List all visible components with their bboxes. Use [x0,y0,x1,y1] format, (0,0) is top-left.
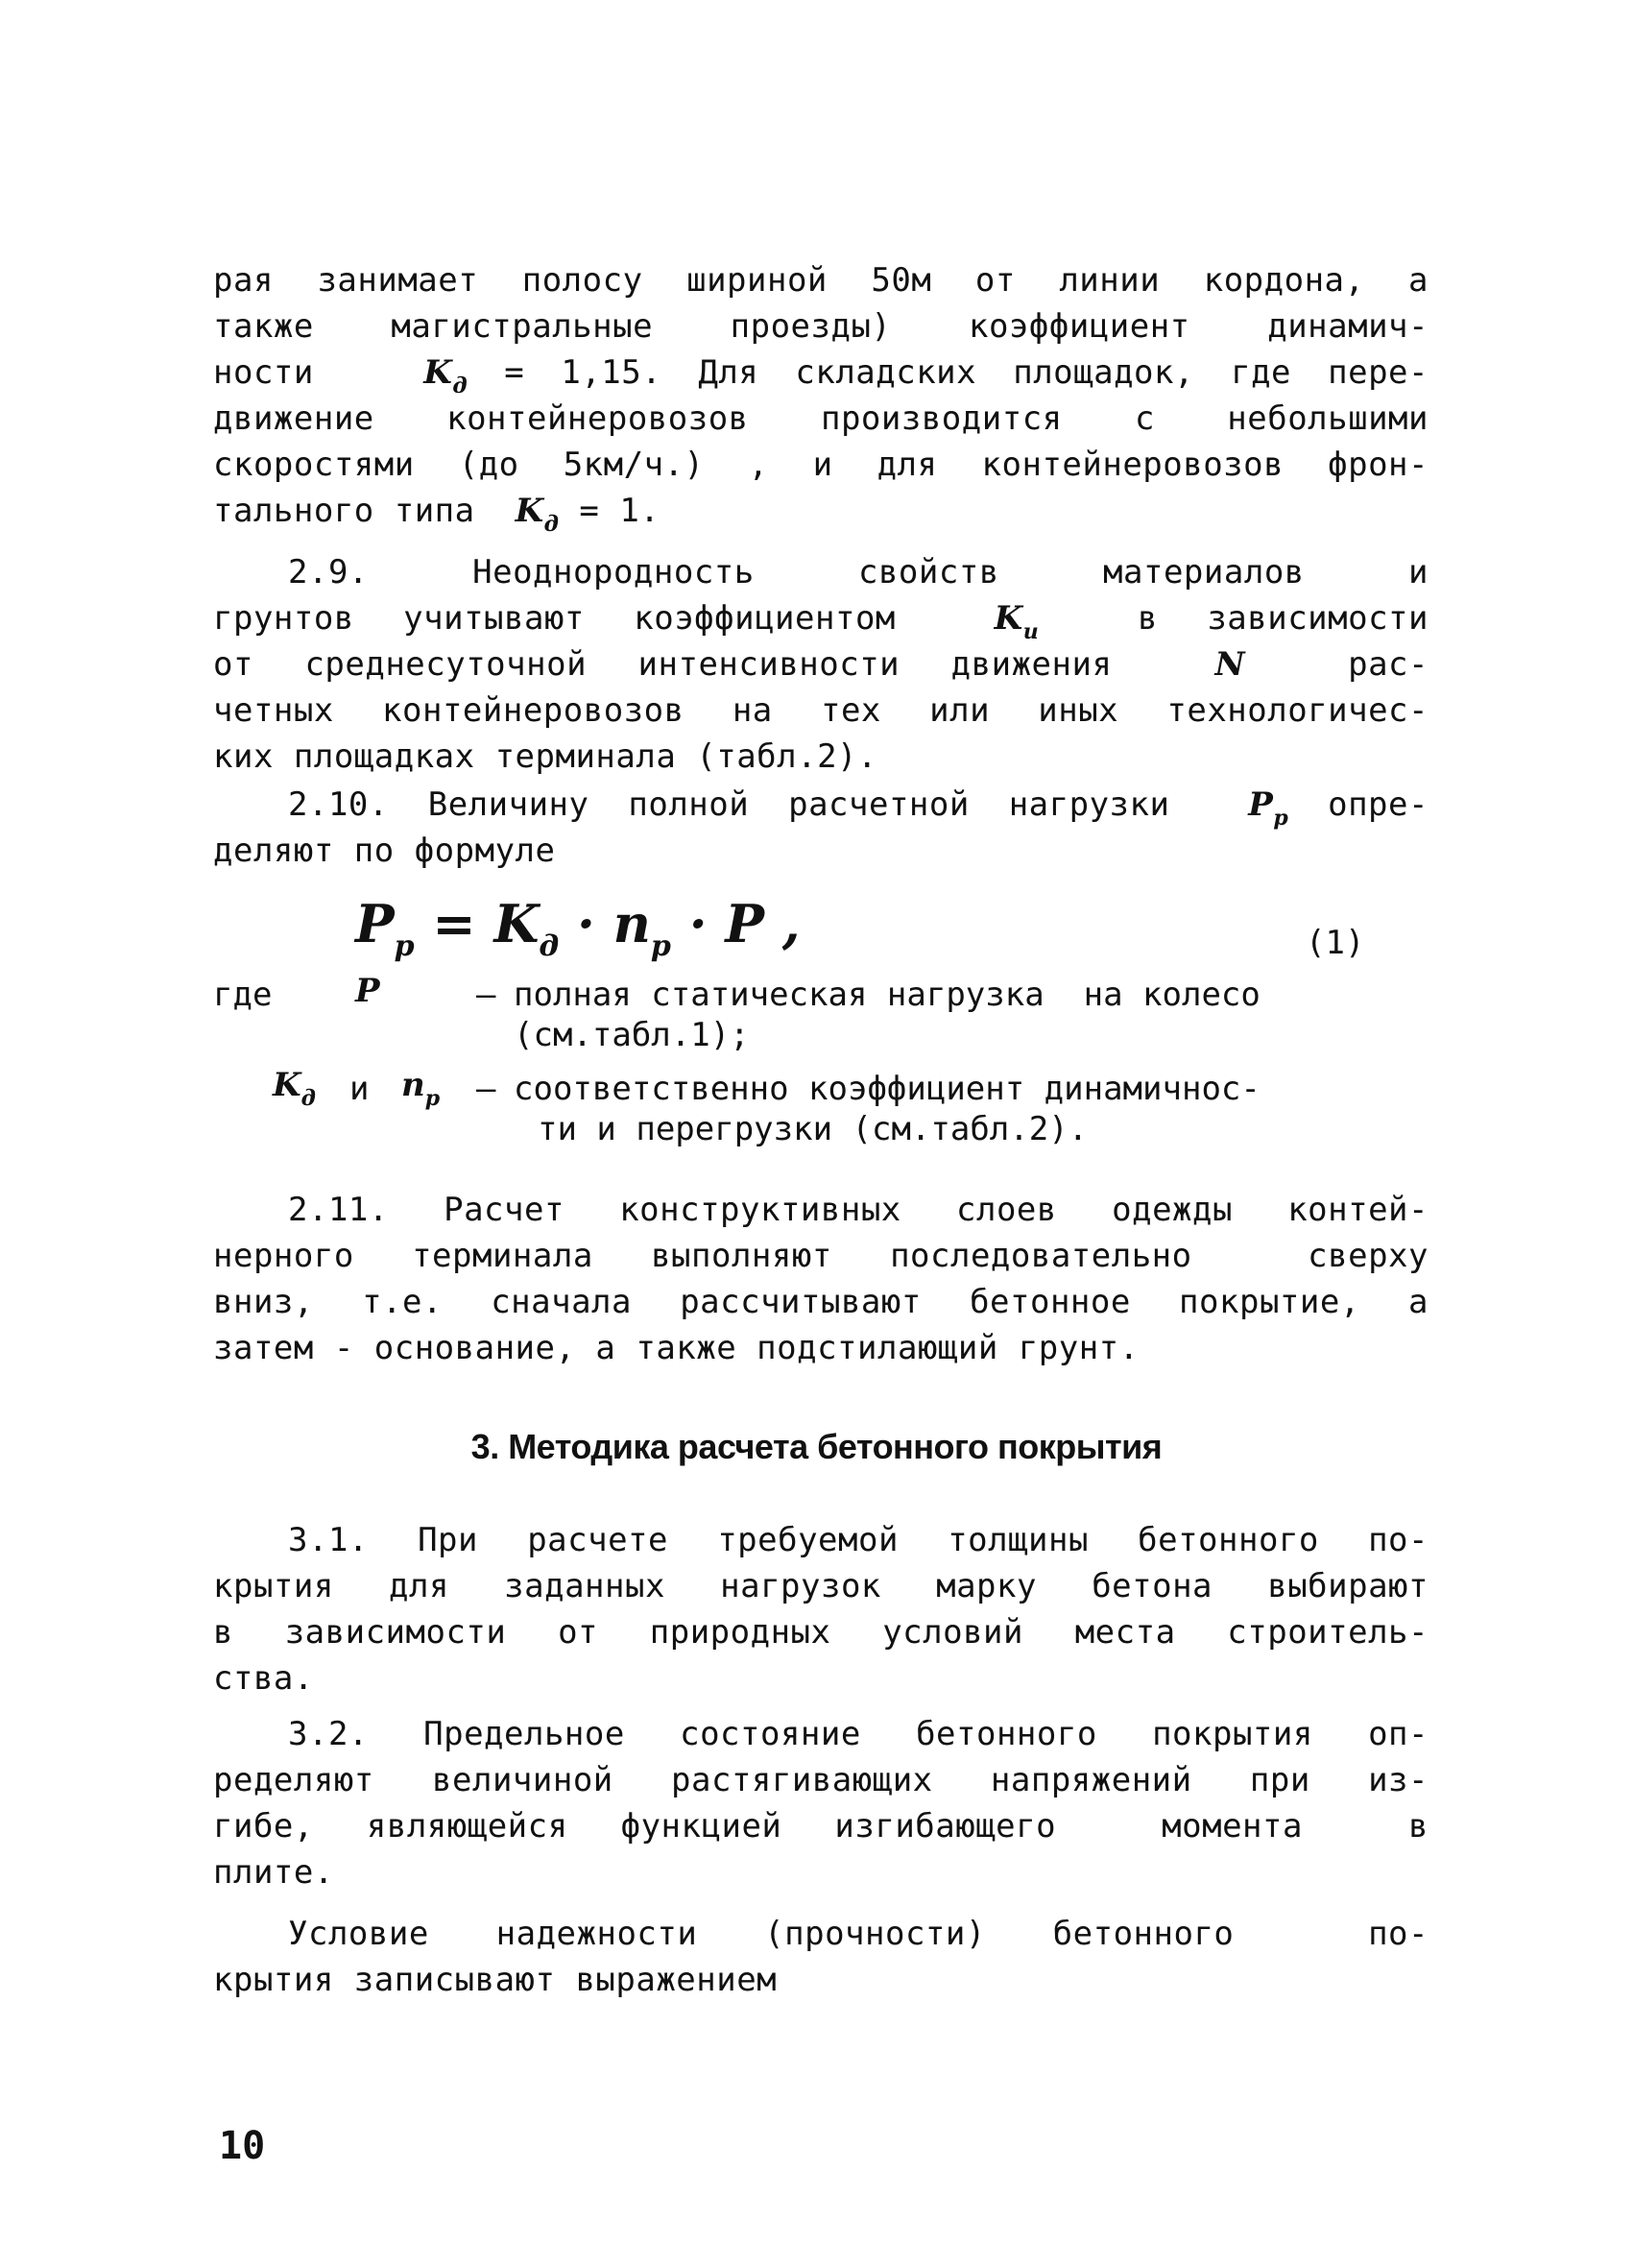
where-p-description-1: полная статическая нагрузка на колесо [514,976,1261,1014]
page-number: 10 [219,2124,266,2168]
para-2-9-line-3: от среднесуточной интенсивности движения N рас- [213,645,1429,684]
para-3-1-line-1: 3.1. При расчете требуемой толщины бетонного по- [288,1521,1429,1559]
section-heading: 3. Методика расчета бетонного покрытия [470,1427,1163,1466]
para-2-11-line-3: вниз, т.е. сначала рассчитывают бетонное покрытие, а [213,1283,1429,1321]
where-label: где [213,976,273,1014]
para-2-9-line-1: 2.9. Неоднородность свойств материалов и [288,553,1429,591]
para-3-1-line-2: крытия для заданных нагрузок марку бетона выбирают [213,1567,1429,1605]
where-kn-description-1: соответственно коэффициент динамичнос- [514,1070,1261,1108]
para-2-8-line-6: тального типа $K_д = 1$. [213,492,660,537]
para-3-2-line-1: 3.2. Предельное состояние бетонного покрытия оп- [288,1715,1429,1753]
para-3-2-line-4: плите. [213,1853,334,1892]
para-2-8-line-3: ности $K_д = 1,15$. Для складских площадок, где пере- [213,353,1429,398]
para-2-10-line-2: деляют по формуле [213,832,556,870]
where-dash-2: – [476,1070,496,1108]
where-dash-1: – [476,976,496,1014]
variable-pp: $P_р$ [1248,785,1289,831]
variable-kd: $K_д$ [423,353,468,398]
where-variable-p: P [355,972,380,1010]
para-2-8-line-4: движение контейнеровозов производится с небольшими [213,399,1429,438]
para-condition-line-2: крытия записывают выражением [213,1961,778,1999]
para-2-8-line-1: рая занимает полосу шириной 50м от линии кордона, а [213,261,1429,300]
para-3-2-line-3: гибе, являющейся функцией изгибающего момента в [213,1807,1429,1846]
variable-ki: $K_и$ [994,599,1040,644]
para-2-8-line-5: скоростями (до 5км/ч.) , и для контейнеровозов фрон- [213,446,1429,484]
where-p-description-2: (см.табл.1); [514,1016,750,1054]
variable-kd: $K_д$ [515,492,560,537]
para-condition-line-1: Условие надежности (прочности) бетонного по- [288,1915,1429,1953]
equation-number: (1) [1306,924,1365,962]
variable-n: N [1214,645,1246,684]
where-and: и [349,1070,370,1108]
para-3-1-line-3: в зависимости от природных условий места строитель- [213,1613,1429,1652]
para-2-10-line-1: 2.10. Величину полной расчетной нагрузки $P_р$ опре- [288,785,1429,831]
para-2-11-line-1: 2.11. Расчет конструктивных слоев одежды контей- [288,1191,1429,1229]
para-2-9-line-2: грунтов учитывают коэффициентом $K_и$ в зависимости [213,599,1429,644]
para-3-2-line-2: ределяют величиной растягивающих напряжений при из- [213,1761,1429,1799]
where-kn-description-2: ти и перегрузки (см.табл.2). [538,1110,1089,1148]
formula-1: $P_р = K_д \cdot n_р \cdot P$ , [355,893,801,963]
para-2-8-line-2: также магистральные проезды) коэффициент динамич- [213,307,1429,346]
para-2-9-line-4: четных контейнеровозов на тех или иных технологичес- [213,691,1429,730]
para-2-11-line-4: затем - основание, а также подстилающий грунт. [213,1329,1140,1367]
para-2-11-line-2: нерного терминала выполняют последовательно сверху [213,1237,1429,1275]
where-variable-kd: $K_д$ [273,1066,316,1111]
para-3-1-line-4: ства. [213,1659,314,1698]
para-2-9-line-5: ких площадках терминала (табл.2). [213,737,878,776]
where-variable-np: $n_р$ [401,1066,441,1111]
